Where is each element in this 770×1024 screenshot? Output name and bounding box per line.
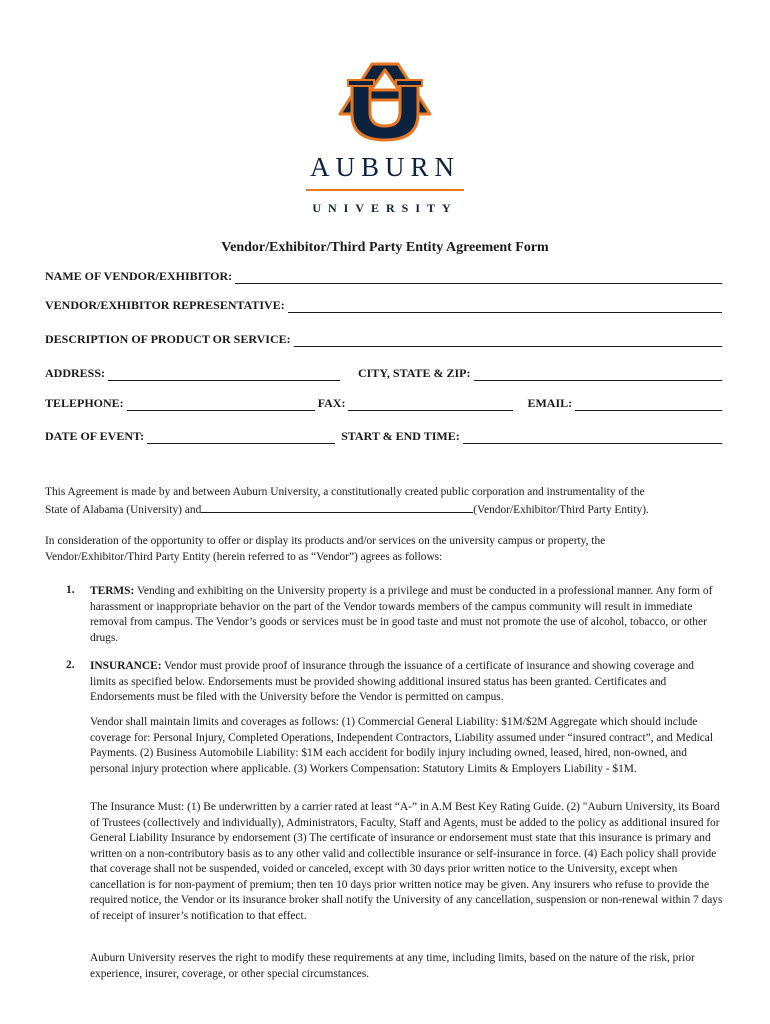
consideration-paragraph: In consideration of the opportunity to offer or display its products and/or services on the university campus or property, the Vendor/Exhibitor/Third Party Entity (herein referred to as “Vendor”) agrees as follows:: [45, 535, 606, 563]
description-row: [45, 331, 722, 347]
intro-line-1: This Agreement is made by and between Auburn University, a constitutionally created public corporation and instrumentality of the: [45, 486, 645, 498]
description-field[interactable]: [294, 333, 722, 347]
representative-label: VENDOR/EXHIBITOR REPRESENTATIVE:: [45, 298, 285, 312]
section-1-terms: [90, 584, 718, 646]
start-end-time-field[interactable]: [463, 430, 722, 444]
university-party-field[interactable]: [201, 501, 473, 513]
section-1-text: Vending and exhibiting on the University property is a privilege and must be conducted in a professional manner. Any form of harassment or inappropriate behavior on the part of the Vendor towards members of the campus community will result in immediate removal from campus. The Vendor’s goods or services must be in good taste and must not promote the use of alcohol, tobacco, or other drugs.: [90, 585, 713, 644]
address-row: [45, 365, 722, 381]
section-2-reserve-paragraph: Auburn University reserves the right to modify these requirements at any time, including limits, based on the nature of the risk, prior experience, insurer, coverage, or other special circumstances.: [90, 952, 695, 980]
section-1-number: 1.: [66, 584, 75, 596]
section-2-insurance-must-paragraph: The Insurance Must: (1) Be underwritten by a carrier rated at least “A-” in A.M Best Key Rating Guide. (2) "Auburn University, its Board of Trustees (collectively and individually), Administrators, Faculty, Staff and Agents, must be added to the policy as additional insured for General Liability Insurance by endorsement (3) The certificate of insurance or endorsement must state that this insurance is primary and written on a non-contributory basis as to any other valid and collectible insurance or self-insurance in force. (4) Each policy shall provide that coverage shall not be suspended, voided or canceled, except with 30 days prior written notice to the University, except when cancellation is for non-payment of premium; then ten 10 days prior written notice may be given. Any insurers who refuse to provide the required notice, the Vendor or its insurance broker shall notify the University of any cancellation, suspension or non-renewal within 7 days of receipt of insurer’s notification to that effect.: [90, 801, 723, 922]
telephone-field[interactable]: [127, 397, 315, 411]
representative-field[interactable]: [288, 299, 722, 313]
fax-field[interactable]: [348, 397, 513, 411]
start-end-time-label: START & END TIME:: [341, 429, 460, 443]
section-2-number: 2.: [66, 659, 75, 671]
fax-label: FAX:: [317, 396, 346, 410]
intro-line-2: [45, 501, 735, 519]
form-title: Vendor/Exhibitor/Third Party Entity Agreement Form: [221, 240, 549, 255]
section-2-insurance: [90, 659, 722, 706]
section-2-coverage-paragraph: Vendor shall maintain limits and coverages as follows: (1) Commercial General Liability: $1M/$2M Aggregate which should include coverage for: Personal Injury, Completed Operations, Independent Contractors, Liability assumed under “insured contract”, and Medical Payments. (2) Business Automobile Liability: $1M each accident for bodily injury including owned, leased, hired, non-owned, and personal injury protection where applicable. (3) Workers Compensation: Statutory Limits & Employers Liability - $1M.: [90, 716, 714, 775]
vendor-name-field[interactable]: [235, 270, 722, 284]
section-2-text: Vendor must provide proof of insurance through the issuance of a certificate of insurance and showing coverage and limits as specified below. Endorsements must be provided showing additional insured status has been granted. Certificates and Endorsements must be filed with the University before the Vendor is permitted on campus.: [90, 660, 694, 703]
auburn-wordmark: AUBURN: [309, 152, 460, 182]
city-label: CITY, STATE & ZIP:: [358, 366, 471, 380]
telephone-label: TELEPHONE:: [45, 396, 124, 410]
intro-paragraph: [45, 485, 735, 518]
event-date-label: DATE OF EVENT:: [45, 429, 145, 443]
wordmark-divider: [306, 189, 464, 191]
intro-line-2-start: State of Alabama (University) and: [45, 503, 202, 516]
vendor-name-row: [45, 268, 722, 284]
representative-row: [45, 297, 722, 313]
event-row: [45, 428, 722, 444]
intro-line-2-end: (Vendor/Exhibitor/Third Party Entity).: [473, 503, 649, 516]
address-label: ADDRESS:: [45, 366, 106, 380]
university-wordmark: UNIVERSITY: [312, 201, 458, 215]
description-label: DESCRIPTION OF PRODUCT OR SERVICE:: [45, 332, 291, 346]
au-monogram-icon: [338, 62, 432, 142]
email-label: EMAIL:: [527, 396, 573, 410]
section-2-heading: INSURANCE:: [90, 660, 162, 672]
auburn-logo: [300, 62, 470, 222]
event-date-field[interactable]: [147, 430, 335, 444]
email-field[interactable]: [575, 397, 722, 411]
city-field[interactable]: [474, 367, 723, 381]
address-field[interactable]: [108, 367, 340, 381]
section-1-heading: TERMS:: [90, 585, 135, 597]
contact-row: [45, 395, 722, 411]
vendor-name-label: NAME OF VENDOR/EXHIBITOR:: [45, 269, 233, 283]
